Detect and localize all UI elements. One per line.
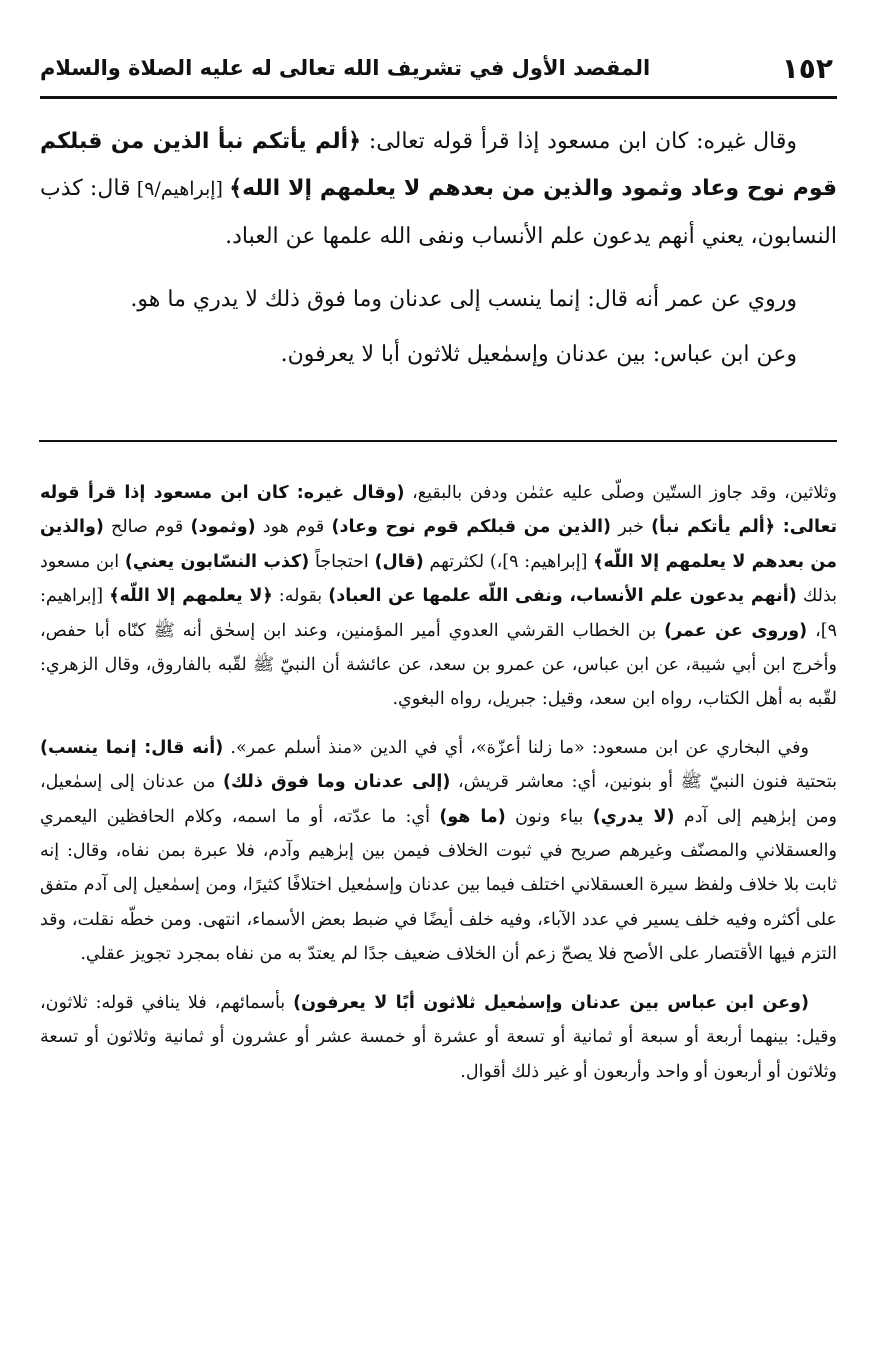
commentary-paragraph-3 bbox=[40, 986, 837, 1089]
commentary-lemma: (وقال غيره: كان ابن مسعود إذا قرأ قوله تعالى: ﴿ألم يأتكم نبأ) bbox=[40, 483, 838, 538]
commentary-lemma: ﴿لا يعلمهم إلا اللّه﴾ bbox=[109, 586, 273, 607]
commentary-paragraph-1 bbox=[40, 476, 837, 717]
commentary bbox=[40, 476, 837, 1089]
commentary-text: قوم صالح bbox=[103, 517, 191, 538]
commentary-text: بتحتية فنون النبيّ ﷺ أو بنونين، أي: معاشر قريش، bbox=[450, 772, 837, 793]
verse-reference: [إبراهيم/٩] bbox=[130, 178, 230, 200]
commentary-lemma: (وعن ابن عباس بين عدنان وإسمٰعيل ثلاثون أبًا لا يعرفون) bbox=[293, 992, 810, 1013]
section-separator bbox=[39, 440, 837, 442]
main-paragraph-1 bbox=[40, 118, 837, 260]
commentary-text: بأسمائهم، فلا ينافي قوله: ثلاثون، وقيل: بينهما أربعة أو سبعة أو ثمانية أو تسعة أو عشرة أو خمسة عشر أو عشرون أو ثمانية وثلاثون أو تسعة وثلاثون أو أربعون أو واحد وأربعون أو غير ذلك أقوال. bbox=[40, 992, 837, 1082]
main-paragraph-3: وعن ابن عباس: بين عدنان وإسمٰعيل ثلاثون أبا لا يعرفون. bbox=[280, 342, 797, 367]
commentary-lemma: (قال) bbox=[374, 551, 424, 572]
page-header bbox=[40, 46, 837, 99]
commentary-text: بياء ونون bbox=[505, 806, 593, 827]
main-text-segment: قال: كذب النسابون، يعني أنهم يدعون علم الأنساب ونفى الله علمها عن العباد. bbox=[40, 176, 837, 249]
commentary-text: احتجاجاً bbox=[309, 551, 375, 572]
commentary-text: أي: ما عدّته، أو ما اسمه، وكلام الحافظين اليعمري والعسقلاني والمصنّف وغيرهم صريح في ثبوت الخلاف فيمن بين إبرٰهيم وآدم، فلا عبرة بمن نفاه، وقال: إنه ثابت بلا خلاف ولفظ سيرة العسقلاني اختلف فيما بين عدنان وإسمٰعيل اختلافًا كثيرًا، ومن إسمٰعيل إلى آدم متفق على أكثره وفيه خلف يسير في عدد الآباء، وفيه خلف أيضًا في ضبط بعض الأسماء، انتهى. ومن خطّه نقلت، وقد التزم فيها الأقتصار على الأصح فلا يصحّ زعم أن الخلاف ضعيف جدًا لم يعتدّ به من نفاه بمجرد تجويز عقلي. bbox=[40, 806, 837, 965]
commentary-text: [إبراهيم: ٩]،) لكثرتهم bbox=[423, 551, 594, 572]
commentary-lemma: (أنه قال: إنما ينسب) bbox=[40, 737, 224, 758]
quran-verse: ﴿ألم يأتكم نبأ الذين من قبلكم قوم نوح وعاد وثمود والذين من بعدهم لا يعلمهم إلا الله﴾ bbox=[40, 129, 838, 201]
commentary-lemma: (الذين من قبلكم قوم نوح وعاد) bbox=[331, 517, 612, 538]
commentary-lemma: (إلى عدنان وما فوق ذلك) bbox=[223, 772, 451, 793]
commentary-lemma: (وثمود) bbox=[190, 517, 256, 538]
commentary-lemma: (لا يدري) bbox=[592, 806, 675, 827]
commentary-text: وثلاثين، وقد جاوز الستّين وصلّى عليه عثمٰن ودفن بالبقيع، bbox=[404, 483, 837, 503]
commentary-text: من عدنان إلى إسمٰعيل، ومن إبرٰهيم إلى آدم bbox=[40, 772, 837, 827]
commentary-text: ابن مسعود بذلك bbox=[40, 551, 838, 607]
commentary-paragraph-2 bbox=[40, 731, 837, 972]
commentary-lemma: (وروى عن عمر) bbox=[664, 620, 808, 641]
commentary-text: بقوله: bbox=[272, 586, 329, 607]
main-text-segment: وقال غيره: كان ابن مسعود إذا قرأ قوله تعالى: bbox=[361, 129, 797, 154]
commentary-lemma: (أنهم يدعون علم الأنساب، ونفى اللّه علمها عن العباد) bbox=[328, 586, 797, 607]
commentary-text: [إبراهيم: ٩]، bbox=[40, 586, 837, 641]
commentary-lemma: (ما هو) bbox=[439, 806, 506, 827]
main-text bbox=[40, 118, 837, 378]
commentary-text: وفي البخاري عن ابن مسعود: «ما زلنا أعزّة»، أي في الدين «منذ أسلم عمر». bbox=[223, 737, 809, 758]
running-title: المقصد الأول في تشريف الله تعالى له عليه الصلاة والسلام bbox=[40, 56, 651, 80]
commentary-lemma: (والذين من بعدهم لا يعلمهم إلا اللّه﴾ bbox=[40, 517, 837, 572]
main-paragraph-2: وروي عن عمر أنه قال: إنما ينسب إلى عدنان وما فوق ذلك لا يدري ما هو. bbox=[130, 287, 797, 312]
commentary-lemma: (كذب النسّابون يعني) bbox=[124, 551, 310, 572]
commentary-text: قوم هود bbox=[255, 517, 332, 538]
page-number: ١٥٢ bbox=[781, 52, 833, 85]
commentary-text: بن الخطاب القرشي العدوي أمير المؤمنين، وعند ابن إسحٰق أنه ﷺ كنّاه أبا حفص، وأخرج ابن أبي شيبة، عن ابن عباس، عن عمرو بن سعد، عن عائشة أن النبيّ ﷺ لقّبه بالفاروق، وقال الزهري: لقّبه به أهل الكتاب، رواه ابن سعد، وقيل: جبريل، رواه البغوي. bbox=[40, 620, 837, 710]
commentary-text: خبر bbox=[611, 517, 652, 538]
